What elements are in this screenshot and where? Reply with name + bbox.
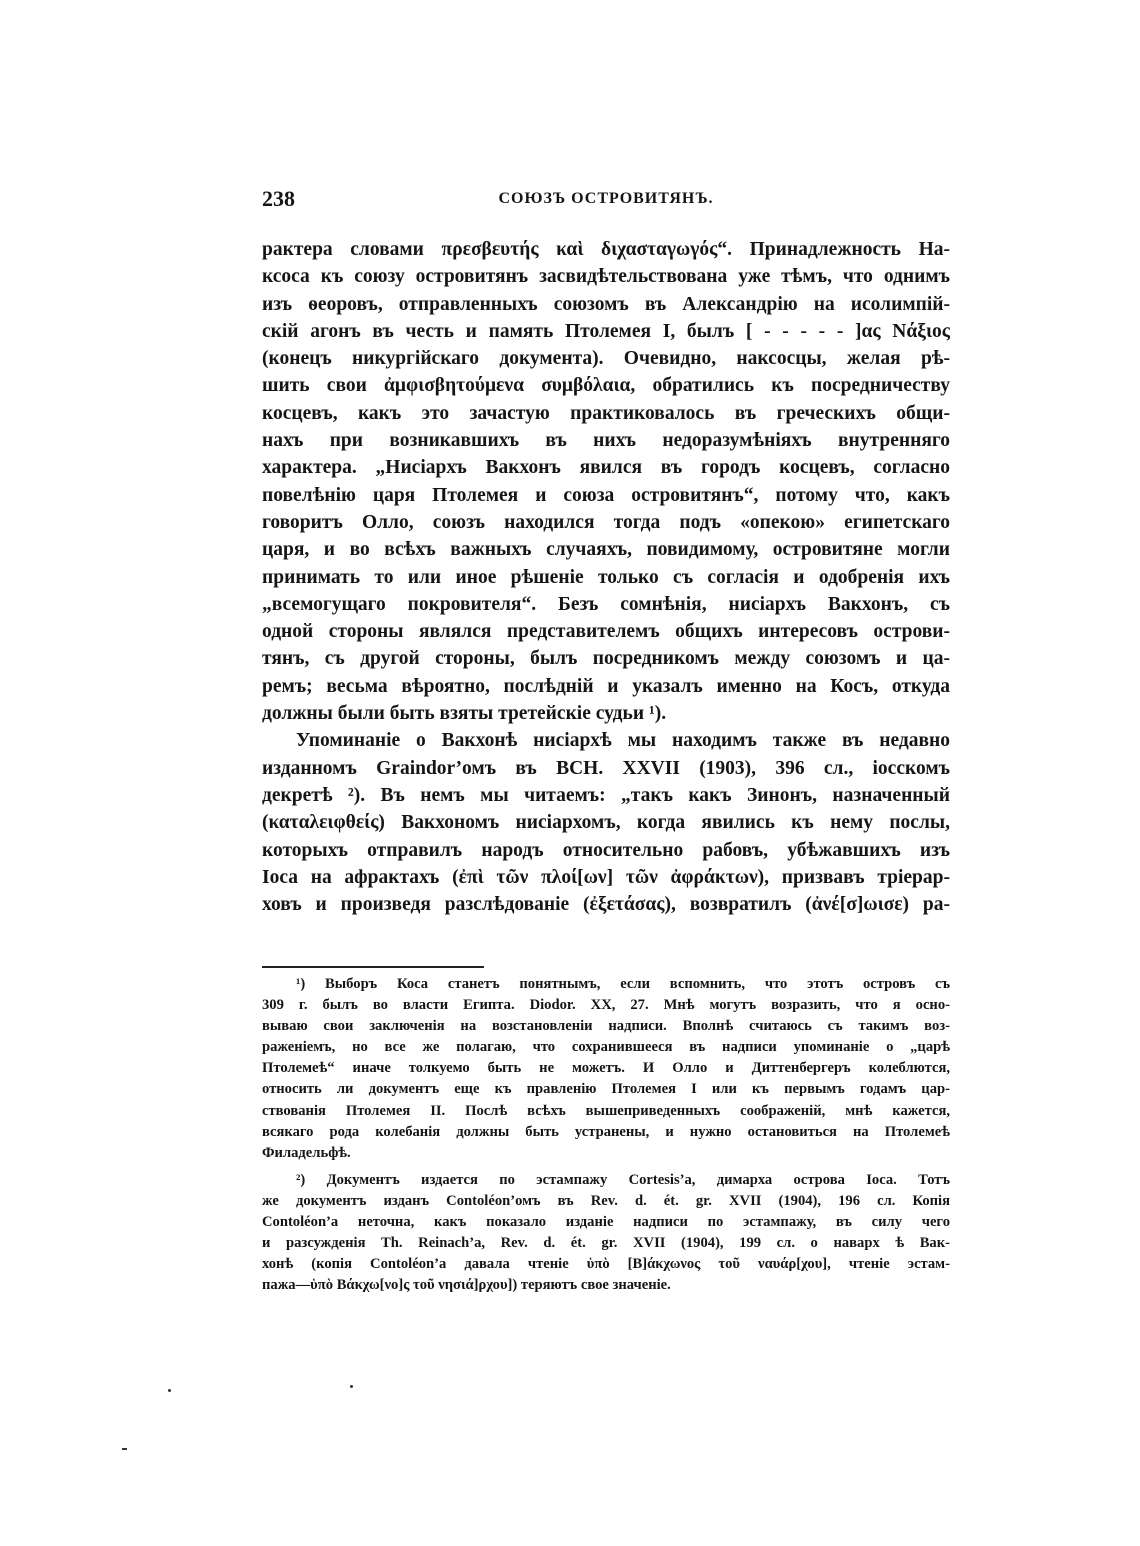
footnote-line: относить ли документъ еще къ правленію Птолемея I или къ первымъ годамъ цар- — [262, 1081, 950, 1098]
scan-speck — [122, 1448, 127, 1450]
scan-speck — [350, 1385, 353, 1388]
text-line: ксоса къ союзу островитянъ засвидѣтельствована уже тѣмъ, что однимъ — [262, 266, 950, 288]
footnote-line: же документъ изданъ Contoléon’омъ въ Rev. d. ét. gr. XVII (1904), 196 сл. Копія — [262, 1192, 950, 1209]
scan-speck — [168, 1389, 171, 1392]
footnote-2 — [262, 1170, 950, 1297]
text-line: (конецъ никургійскаго документа). Очевидно, наксосцы, желая рѣ- — [262, 348, 950, 370]
footnote-line: и разсужденія Th. Reinach’а, Rev. d. ét. gr. XVII (1904), 199 сл. о наварх ѣ Вак- — [262, 1235, 950, 1252]
text-line: нахъ при возникавшихъ въ нихъ недоразумѣніяхъ внутренняго — [262, 430, 950, 452]
footnote-line: Птолемеѣ“ иначе толкуемо быть не можетъ. И Олло и Диттенбергеръ колеблются, — [262, 1060, 950, 1077]
running-title: СОЮЗЪ ОСТРОВИТЯНЪ. — [498, 190, 714, 207]
footnote-line: раженіемъ, но все же полагаю, что сохранившееся въ надписи упоминаніе о „царѣ — [262, 1039, 950, 1056]
text-line: повелѣнію царя Птолемея и союза островитянъ“, потому что, какъ — [262, 484, 950, 506]
text-line: Упоминаніе о Вакхонѣ нисіархѣ мы находимъ также въ недавно — [296, 730, 950, 752]
main-text — [262, 236, 950, 918]
text-line: „всемогущаго покровителя“. Безъ сомнѣнія, нисіархъ Вакхонъ, съ — [262, 593, 950, 615]
footnote-line: 309 г. былъ во власти Египта. Diodor. XX, 27. Мнѣ могутъ возразить, что я осно- — [262, 997, 950, 1014]
text-line: декретѣ ²). Въ немъ мы читаемъ: „такъ какъ Зинонъ, назначенный — [262, 784, 950, 806]
text-line: одной стороны являлся представителемъ общихъ интересовъ острови- — [262, 621, 950, 643]
text-line: говоритъ Олло, союзъ находился тогда подъ «опекою» египетскаго — [262, 511, 950, 533]
text-line: ремъ; весьма вѣроятно, послѣдній и указалъ именно на Косъ, откуда — [262, 675, 950, 697]
text-line: шить свои ἀμφισβητούμενα συμβόλαια, обратились къ посредничеству — [262, 375, 950, 397]
text-line: ховъ и произведя разслѣдованіе (ἐξετάσας), возвратилъ (ἀνέ[σ]ωισε) ра- — [262, 894, 950, 916]
footnote-line: Филадельфѣ. — [262, 1144, 351, 1161]
footnote-line: всякаго рода колебанія должны быть устранены, и нужно остановиться на Птолемеѣ — [262, 1123, 950, 1140]
footnote-line: ствованія Птолемея II. Послѣ всѣхъ вышеприведенныхъ соображеній, мнѣ кажется, — [262, 1102, 950, 1119]
text-line: тянъ, съ другой стороны, былъ посредникомъ между союзомъ и ца- — [262, 648, 950, 670]
text-line: которыхъ отправилъ народъ относительно рабовъ, убѣжавшихъ изъ — [262, 839, 950, 861]
footnote-divider — [262, 966, 484, 968]
footnote-line: ²) Документъ издается по эстампажу Cortesis’а, димарха острова Іоса. Тотъ — [296, 1171, 950, 1188]
page-header — [262, 186, 950, 216]
text-line: характера. „Нисіархъ Вакхонъ явился въ городъ косцевъ, согласно — [262, 457, 950, 479]
footnote-1 — [262, 974, 950, 1164]
text-line: Іоса на афрактахъ (ἐπὶ τῶν πλοί[ων] τῶν ἀφράκτων), призвавъ тріерар- — [262, 866, 950, 888]
footnote-line: ¹) Выборъ Коса станетъ понятнымъ, если вспомнить, что этотъ островъ съ — [296, 976, 950, 992]
text-line: царя, и во всѣхъ важныхъ случаяхъ, повидимому, островитяне могли — [262, 539, 950, 561]
text-line: рактера словами πρεσβευτής καὶ διχασταγωγός“. Принадлежность На- — [262, 239, 950, 260]
page-number: 238 — [262, 186, 295, 211]
footnotes — [262, 974, 950, 1296]
text-line: изъ ѳеоровъ, отправленныхъ союзомъ въ Александрію на исолимпій- — [262, 293, 950, 315]
text-line: (καταλειφθείς) Вакхономъ нисіархомъ, когда явились къ нему послы, — [262, 812, 950, 834]
text-line: косцевъ, какъ это зачастую практиковалось въ греческихъ общи- — [262, 402, 950, 424]
footnote-line: пажа—ὑπὸ Βάκχω[νο]ς τοῦ νησιά]ρχου]) теряютъ свое значеніе. — [262, 1277, 671, 1294]
text-line: должны были быть взяты третейскіе судьи ¹). — [262, 703, 667, 725]
text-line: принимать то или иное рѣшеніе только съ согласія и одобренія ихъ — [262, 566, 950, 588]
footnote-line: вываю свои заключенія на возстановленіи надписи. Вполнѣ считаюсь съ такимъ воз- — [262, 1018, 950, 1035]
footnote-line: Contoléon’а неточна, какъ показало изданіе надписи по эстампажу, въ силу чего — [262, 1214, 950, 1231]
text-line: изданномъ Graindor’омъ въ BCH. XXVII (1903), 396 сл., іосскомъ — [262, 757, 950, 779]
text-line: скій агонъ въ честь и память Птолемея I, былъ [ - - - - - ]ας Νάξιος — [262, 320, 950, 342]
footnote-line: хонѣ (копія Contoléon’а давала чтеніе ὑπὸ [Β]άκχωνος τοῦ ναυάρ[χου], чтеніе эстам- — [262, 1256, 950, 1273]
